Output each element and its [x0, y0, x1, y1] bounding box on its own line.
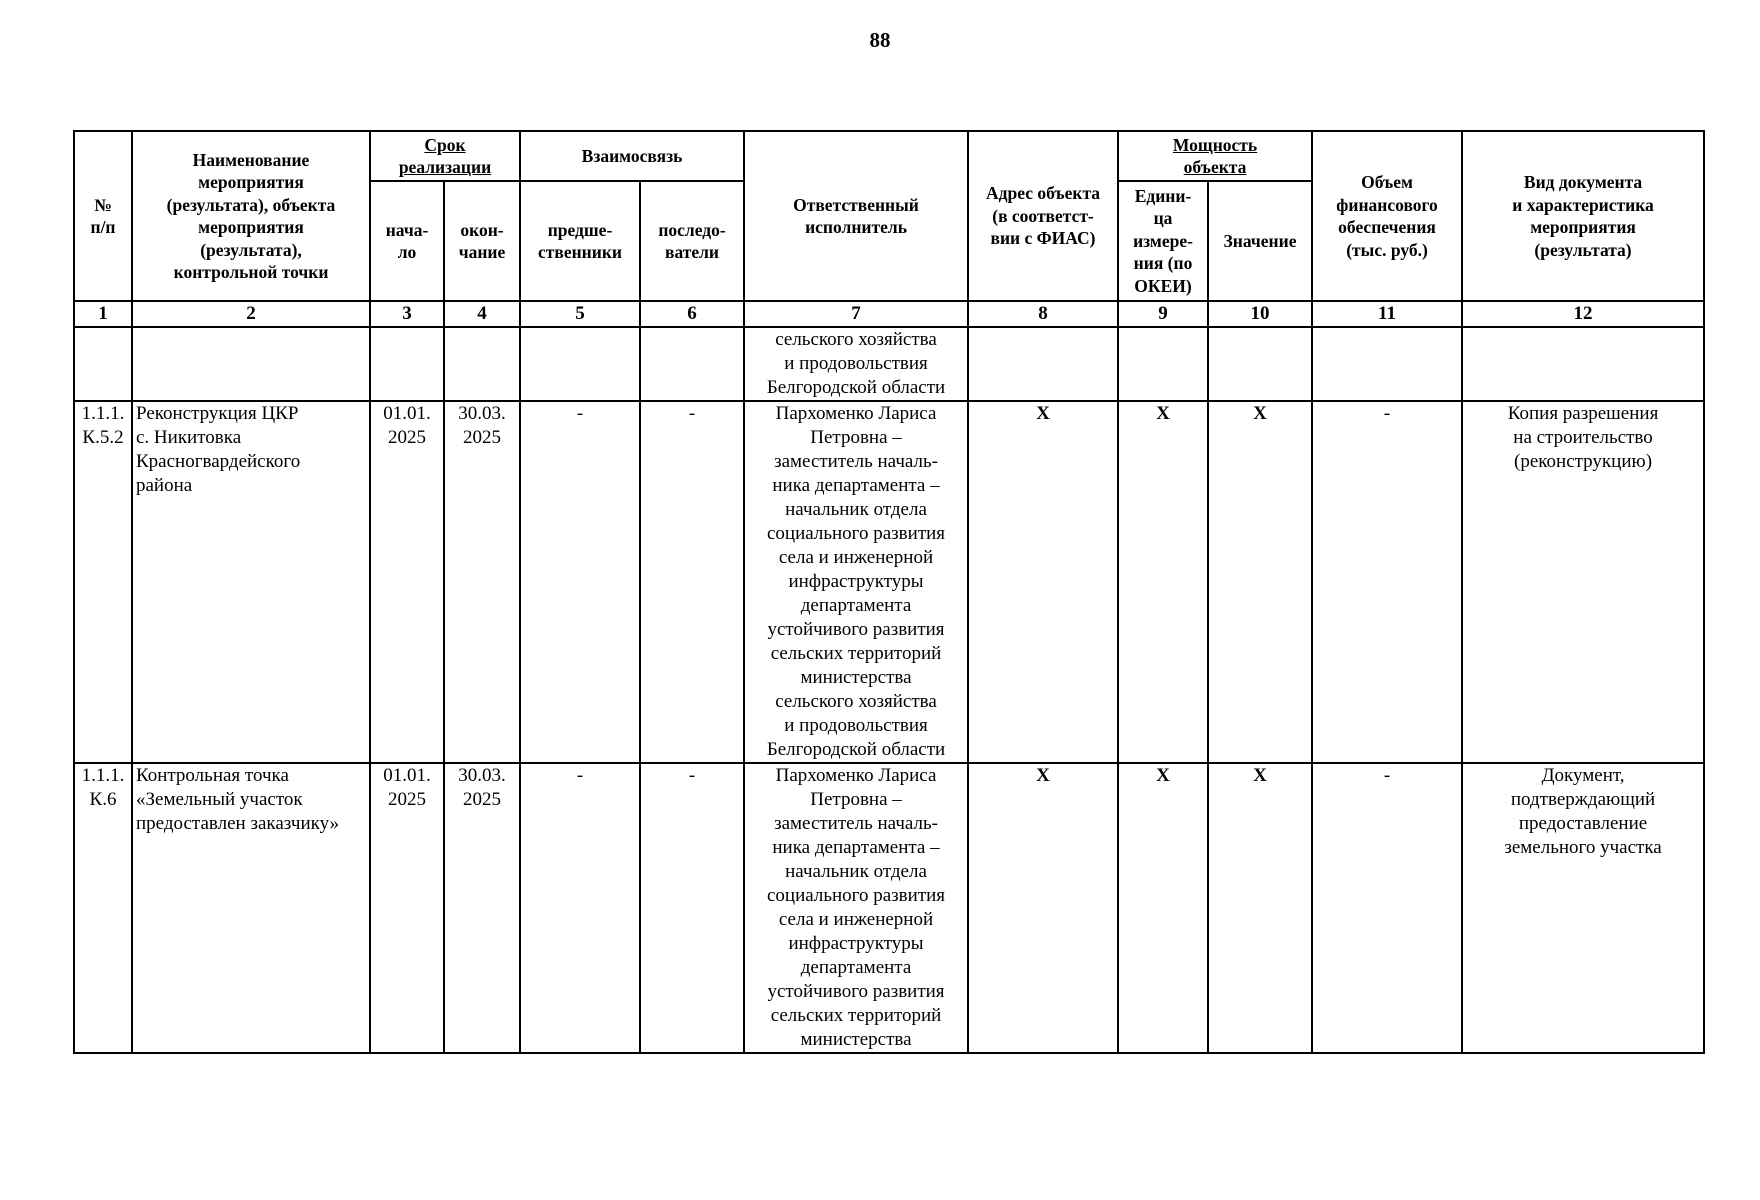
- row-start: 01.01. 2025: [370, 763, 444, 1053]
- column-number: 6: [640, 301, 744, 327]
- header-term: Срок реализации: [370, 131, 520, 181]
- row-address: X: [968, 763, 1118, 1053]
- row-next: -: [640, 401, 744, 763]
- column-number-row: [74, 301, 1704, 327]
- column-number: 10: [1208, 301, 1312, 327]
- row-name: [132, 327, 370, 401]
- row-num: [74, 327, 132, 401]
- row-doc: Копия разрешения на строительство (реконструкцию): [1462, 401, 1704, 763]
- column-number: 11: [1312, 301, 1462, 327]
- column-number: 3: [370, 301, 444, 327]
- column-number: 9: [1118, 301, 1208, 327]
- row-value: [1208, 327, 1312, 401]
- column-number: 2: [132, 301, 370, 327]
- header-term-end: окон- чание: [444, 181, 520, 301]
- events-table: [73, 130, 1705, 1054]
- header-term-start: нача- ло: [370, 181, 444, 301]
- table-row: [74, 763, 1704, 1053]
- row-start: 01.01. 2025: [370, 401, 444, 763]
- row-responsible: Пархоменко Лариса Петровна – заместитель началь- ника департамента – начальник отдела социального развития села и инженерной инфраструктуры департамента устойчивого развития сельских территорий министерства: [744, 763, 968, 1053]
- row-end: [444, 327, 520, 401]
- column-number: 12: [1462, 301, 1704, 327]
- row-num: 1.1.1. К.5.2: [74, 401, 132, 763]
- row-responsible: сельского хозяйства и продовольствия Белгородской области: [744, 327, 968, 401]
- column-number: 4: [444, 301, 520, 327]
- column-number: 5: [520, 301, 640, 327]
- row-num: 1.1.1. К.6: [74, 763, 132, 1053]
- row-address: X: [968, 401, 1118, 763]
- row-end: 30.03. 2025: [444, 401, 520, 763]
- header-address: Адрес объекта (в соответст- вии с ФИАС): [968, 131, 1118, 301]
- column-number: 7: [744, 301, 968, 327]
- header-num: № п/п: [74, 131, 132, 301]
- column-number: 8: [968, 301, 1118, 327]
- header-row-1: [74, 131, 1704, 181]
- row-finance: -: [1312, 401, 1462, 763]
- header-name: Наименование мероприятия (результата), объекта мероприятия (результата), контрольной точки: [132, 131, 370, 301]
- row-prev: -: [520, 401, 640, 763]
- row-finance: -: [1312, 763, 1462, 1053]
- header-finance: Объем финансового обеспечения (тыс. руб.): [1312, 131, 1462, 301]
- row-start: [370, 327, 444, 401]
- header-link-next: последо- ватели: [640, 181, 744, 301]
- header-link: Взаимосвязь: [520, 131, 744, 181]
- row-next: [640, 327, 744, 401]
- header-value: Значение: [1208, 181, 1312, 301]
- row-value: X: [1208, 763, 1312, 1053]
- row-doc: Документ, подтверждающий предоставление земельного участка: [1462, 763, 1704, 1053]
- header-capacity: Мощность объекта: [1118, 131, 1312, 181]
- header-link-prev: предше- ственники: [520, 181, 640, 301]
- header-responsible: Ответственный исполнитель: [744, 131, 968, 301]
- row-end: 30.03. 2025: [444, 763, 520, 1053]
- header-unit: Едини- ца измере- ния (по ОКЕИ): [1118, 181, 1208, 301]
- row-doc: [1462, 327, 1704, 401]
- row-prev: [520, 327, 640, 401]
- column-number: 1: [74, 301, 132, 327]
- row-unit: X: [1118, 763, 1208, 1053]
- row-next: -: [640, 763, 744, 1053]
- row-address: [968, 327, 1118, 401]
- table-row: [74, 327, 1704, 401]
- table-row: [74, 401, 1704, 763]
- row-prev: -: [520, 763, 640, 1053]
- page-number: 88: [869, 28, 891, 52]
- row-unit: X: [1118, 401, 1208, 763]
- row-finance: [1312, 327, 1462, 401]
- header-doc: Вид документа и характеристика мероприятия (результата): [1462, 131, 1704, 301]
- row-name: Реконструкция ЦКР с. Никитовка Красногвардейского района: [132, 401, 370, 763]
- row-unit: [1118, 327, 1208, 401]
- row-name: Контрольная точка «Земельный участок предоставлен заказчику»: [132, 763, 370, 1053]
- row-responsible: Пархоменко Лариса Петровна – заместитель началь- ника департамента – начальник отдела социального развития села и инженерной инфраструктуры департамента устойчивого развития сельских территорий министерства сельского хозяйства и продовольствия Белгородской области: [744, 401, 968, 763]
- row-value: X: [1208, 401, 1312, 763]
